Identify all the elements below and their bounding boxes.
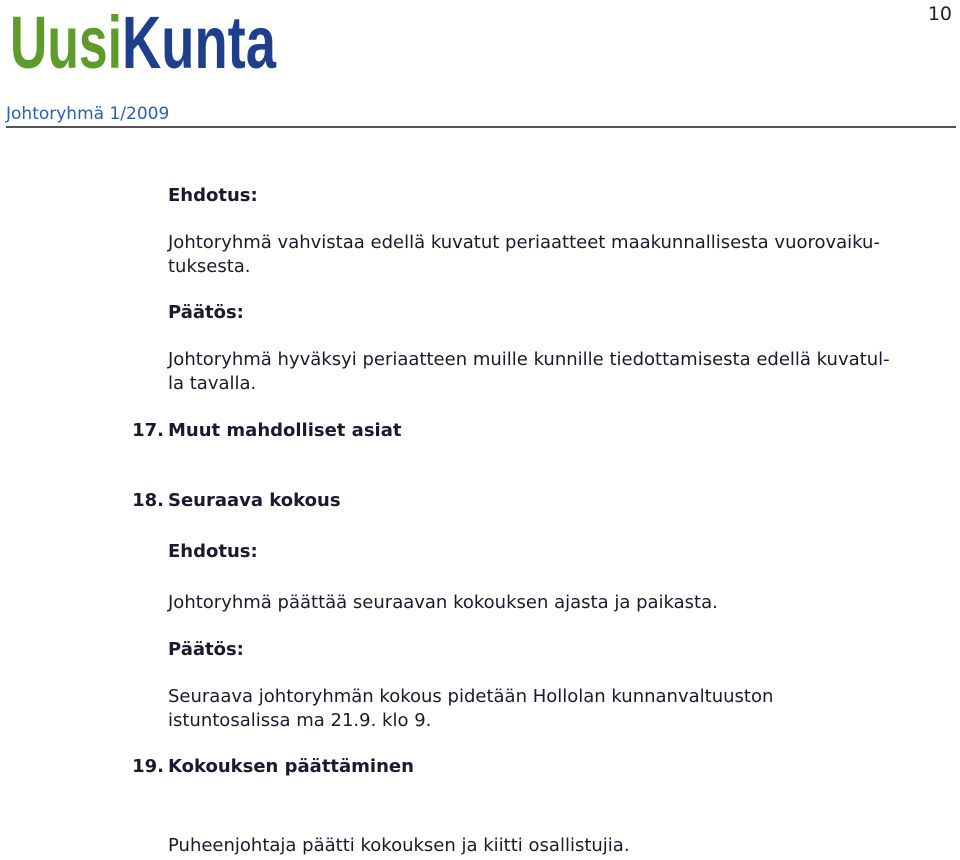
section-19-number: 19. (132, 756, 164, 777)
paatos-label: Päätös: (168, 639, 244, 660)
header-divider (6, 126, 956, 128)
section-18-title: Seuraava kokous (168, 490, 341, 511)
page-number: 10 (927, 3, 952, 25)
ehdotus-text: Johtoryhmä päättää seuraavan kokouksen ajasta ja paikasta. (168, 592, 718, 613)
section-19-title: Kokouksen päättäminen (168, 756, 414, 777)
paatos-label: Päätös: (168, 302, 244, 323)
ehdotus-label: Ehdotus: (168, 541, 258, 562)
logo-text-kunta: Kunta (122, 2, 277, 78)
document-title: Johtoryhmä 1/2009 (6, 104, 170, 124)
section-17-number: 17. (132, 420, 164, 441)
section-19-text: Puheenjohtaja päätti kokouksen ja kiitti osallistujia. (168, 835, 630, 856)
paatos-text-line1: Seuraava johtoryhmän kokous pidetään Hollolan kunnanvaltuuston (168, 686, 774, 707)
section-17-title: Muut mahdolliset asiat (168, 420, 402, 441)
ehdotus-text-line2: tuksesta. (168, 256, 251, 277)
paatos-text-line2: la tavalla. (168, 373, 257, 394)
paatos-text-line1: Johtoryhmä hyväksyi periaatteen muille kunnille tiedottamisesta edellä kuvatul- (168, 349, 890, 370)
ehdotus-text-line1: Johtoryhmä vahvistaa edellä kuvatut periaatteet maakunnallisesta vuorovaiku- (168, 232, 880, 253)
logo-text-uusi: Uusi (10, 2, 122, 78)
paatos-text-line2: istuntosalissa ma 21.9. klo 9. (168, 710, 432, 731)
ehdotus-label: Ehdotus: (168, 185, 258, 206)
section-18-number: 18. (132, 490, 164, 511)
uusikunta-logo (10, 2, 278, 78)
